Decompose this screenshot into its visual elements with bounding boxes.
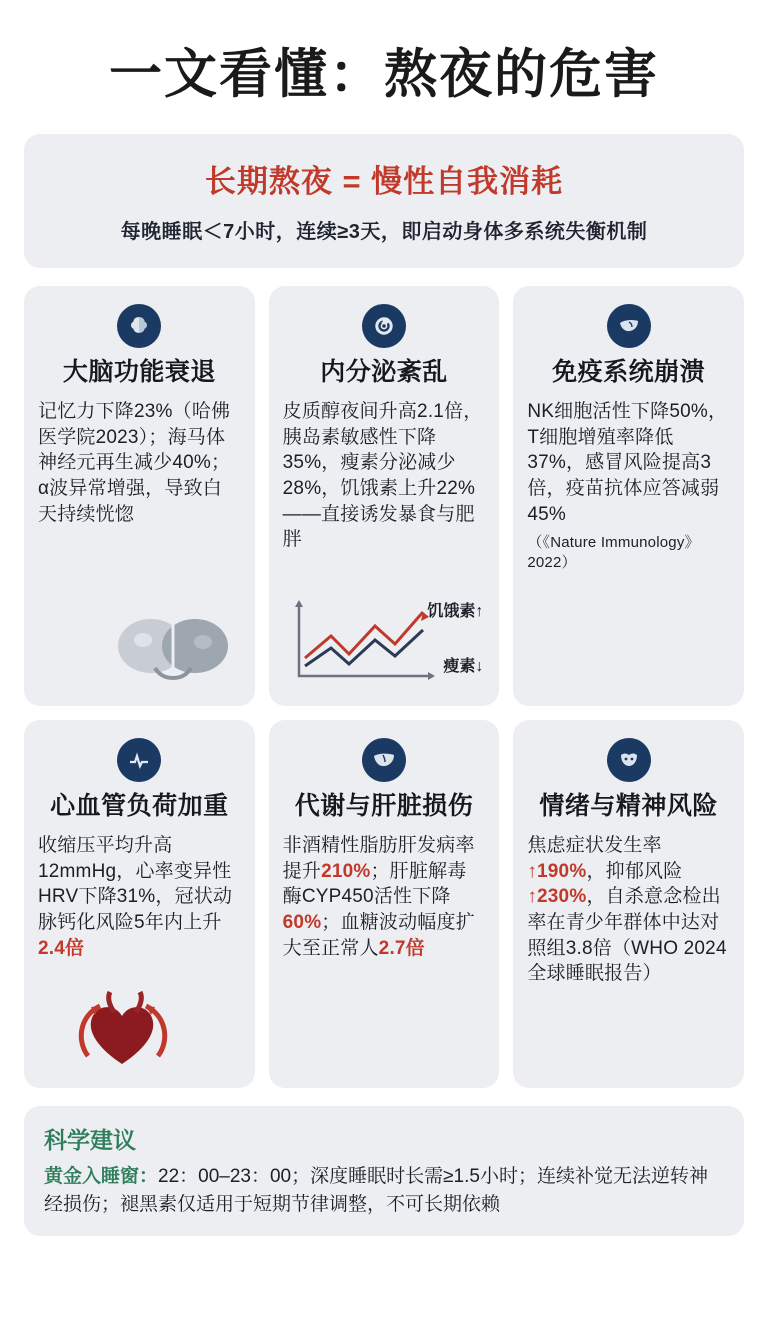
advice-panel [24, 1106, 744, 1236]
card-brain [24, 286, 255, 706]
card-body [527, 833, 730, 987]
card-endocrine [269, 286, 500, 706]
seg-highlight: 210% [321, 860, 371, 882]
seg-highlight: ↑190% [527, 860, 587, 882]
advice-body [44, 1163, 724, 1218]
chart-label-down: 瘦素↓ [443, 658, 484, 676]
page-title: 一文看懂：熬夜的危害 [109, 45, 659, 104]
seg-highlight: 60% [282, 911, 322, 933]
card-metabolism [269, 720, 500, 1088]
banner-headline: 长期熬夜 = 慢性自我消耗 [204, 164, 564, 200]
liver-icon [607, 304, 651, 348]
brain-icon [117, 304, 161, 348]
cards-row-1 [24, 286, 744, 706]
cards-row-2 [24, 720, 744, 1088]
card-title: 内分泌紊乱 [320, 358, 448, 387]
card-title: 大脑功能衰退 [62, 358, 216, 387]
advice-text: 22：00–23：00；深度睡眠时长需≥1.5小时；连续补觉无法逆转神经损伤；褪黑素仅适用于短期节律调整，不可长期依赖 [44, 1166, 708, 1215]
chart-label-up: 饥饿素↑ [427, 603, 484, 621]
seg: ；血糖波动幅度扩大至正常人 [282, 911, 475, 959]
gear-icon [362, 304, 406, 348]
card-title: 情绪与精神风险 [539, 792, 718, 821]
advice-key: 黄金入睡窗： [44, 1166, 159, 1188]
card-body [283, 833, 486, 961]
seg-highlight: ↑230% [527, 886, 587, 908]
card-body: 记忆力下降23%（哈佛医学院2023）；海马体神经元再生减少40%；α波异常增强，导致白天持续恍惚 [38, 401, 231, 525]
card-immunity [513, 286, 744, 706]
liver-organ-icon [362, 738, 406, 782]
seg: ，抑郁风险 [586, 860, 683, 882]
card-body-text: 收缩压平均升高12mmHg，心率变异性HRV下降31%，冠状动脉钙化风险5年内上升 [38, 835, 233, 933]
brain-illustration [38, 600, 241, 692]
line-chart [283, 596, 486, 692]
heart-monitor-icon [117, 738, 161, 782]
card-body [38, 833, 241, 961]
seg: ；肝脏解毒酶CYP450活性下降 [282, 860, 467, 908]
mask-icon [607, 738, 651, 782]
card-note: （《Nature Immunology》2022） [527, 534, 700, 571]
card-mental [513, 720, 744, 1088]
seg: ，自杀意念检出率在青少年群体中达对照组3.8倍（WHO 2024全球睡眠报告） [527, 886, 727, 985]
card-body-highlight: 2.4倍 [38, 937, 85, 959]
card-cardiovascular [24, 720, 255, 1088]
card-title: 心血管负荷加重 [50, 792, 229, 821]
summary-banner [24, 134, 744, 268]
heart-illustration [38, 982, 241, 1074]
seg-highlight: 2.7倍 [378, 937, 425, 959]
seg: 焦虑症状发生率 [527, 835, 662, 857]
banner-subline: 每晚睡眠＜7小时，连续≥3天，即启动身体多系统失衡机制 [120, 221, 648, 244]
advice-title: 科学建议 [44, 1127, 136, 1154]
seg: 非酒精性脂肪肝发病率提升 [282, 835, 475, 882]
card-body: 皮质醇夜间升高2.1倍，胰岛素敏感性下降35%，瘦素分泌减少28%，饥饿素上升22%——直接诱发暴食与肥胖 [282, 401, 483, 551]
card-title: 免疫系统崩溃 [552, 358, 706, 387]
card-title: 代谢与肝脏损伤 [294, 792, 474, 821]
card-body: NK细胞活性下降50%，T细胞增殖率降低37%，感冒风险提高3倍，疫苗抗体应答减弱45% [527, 401, 728, 525]
